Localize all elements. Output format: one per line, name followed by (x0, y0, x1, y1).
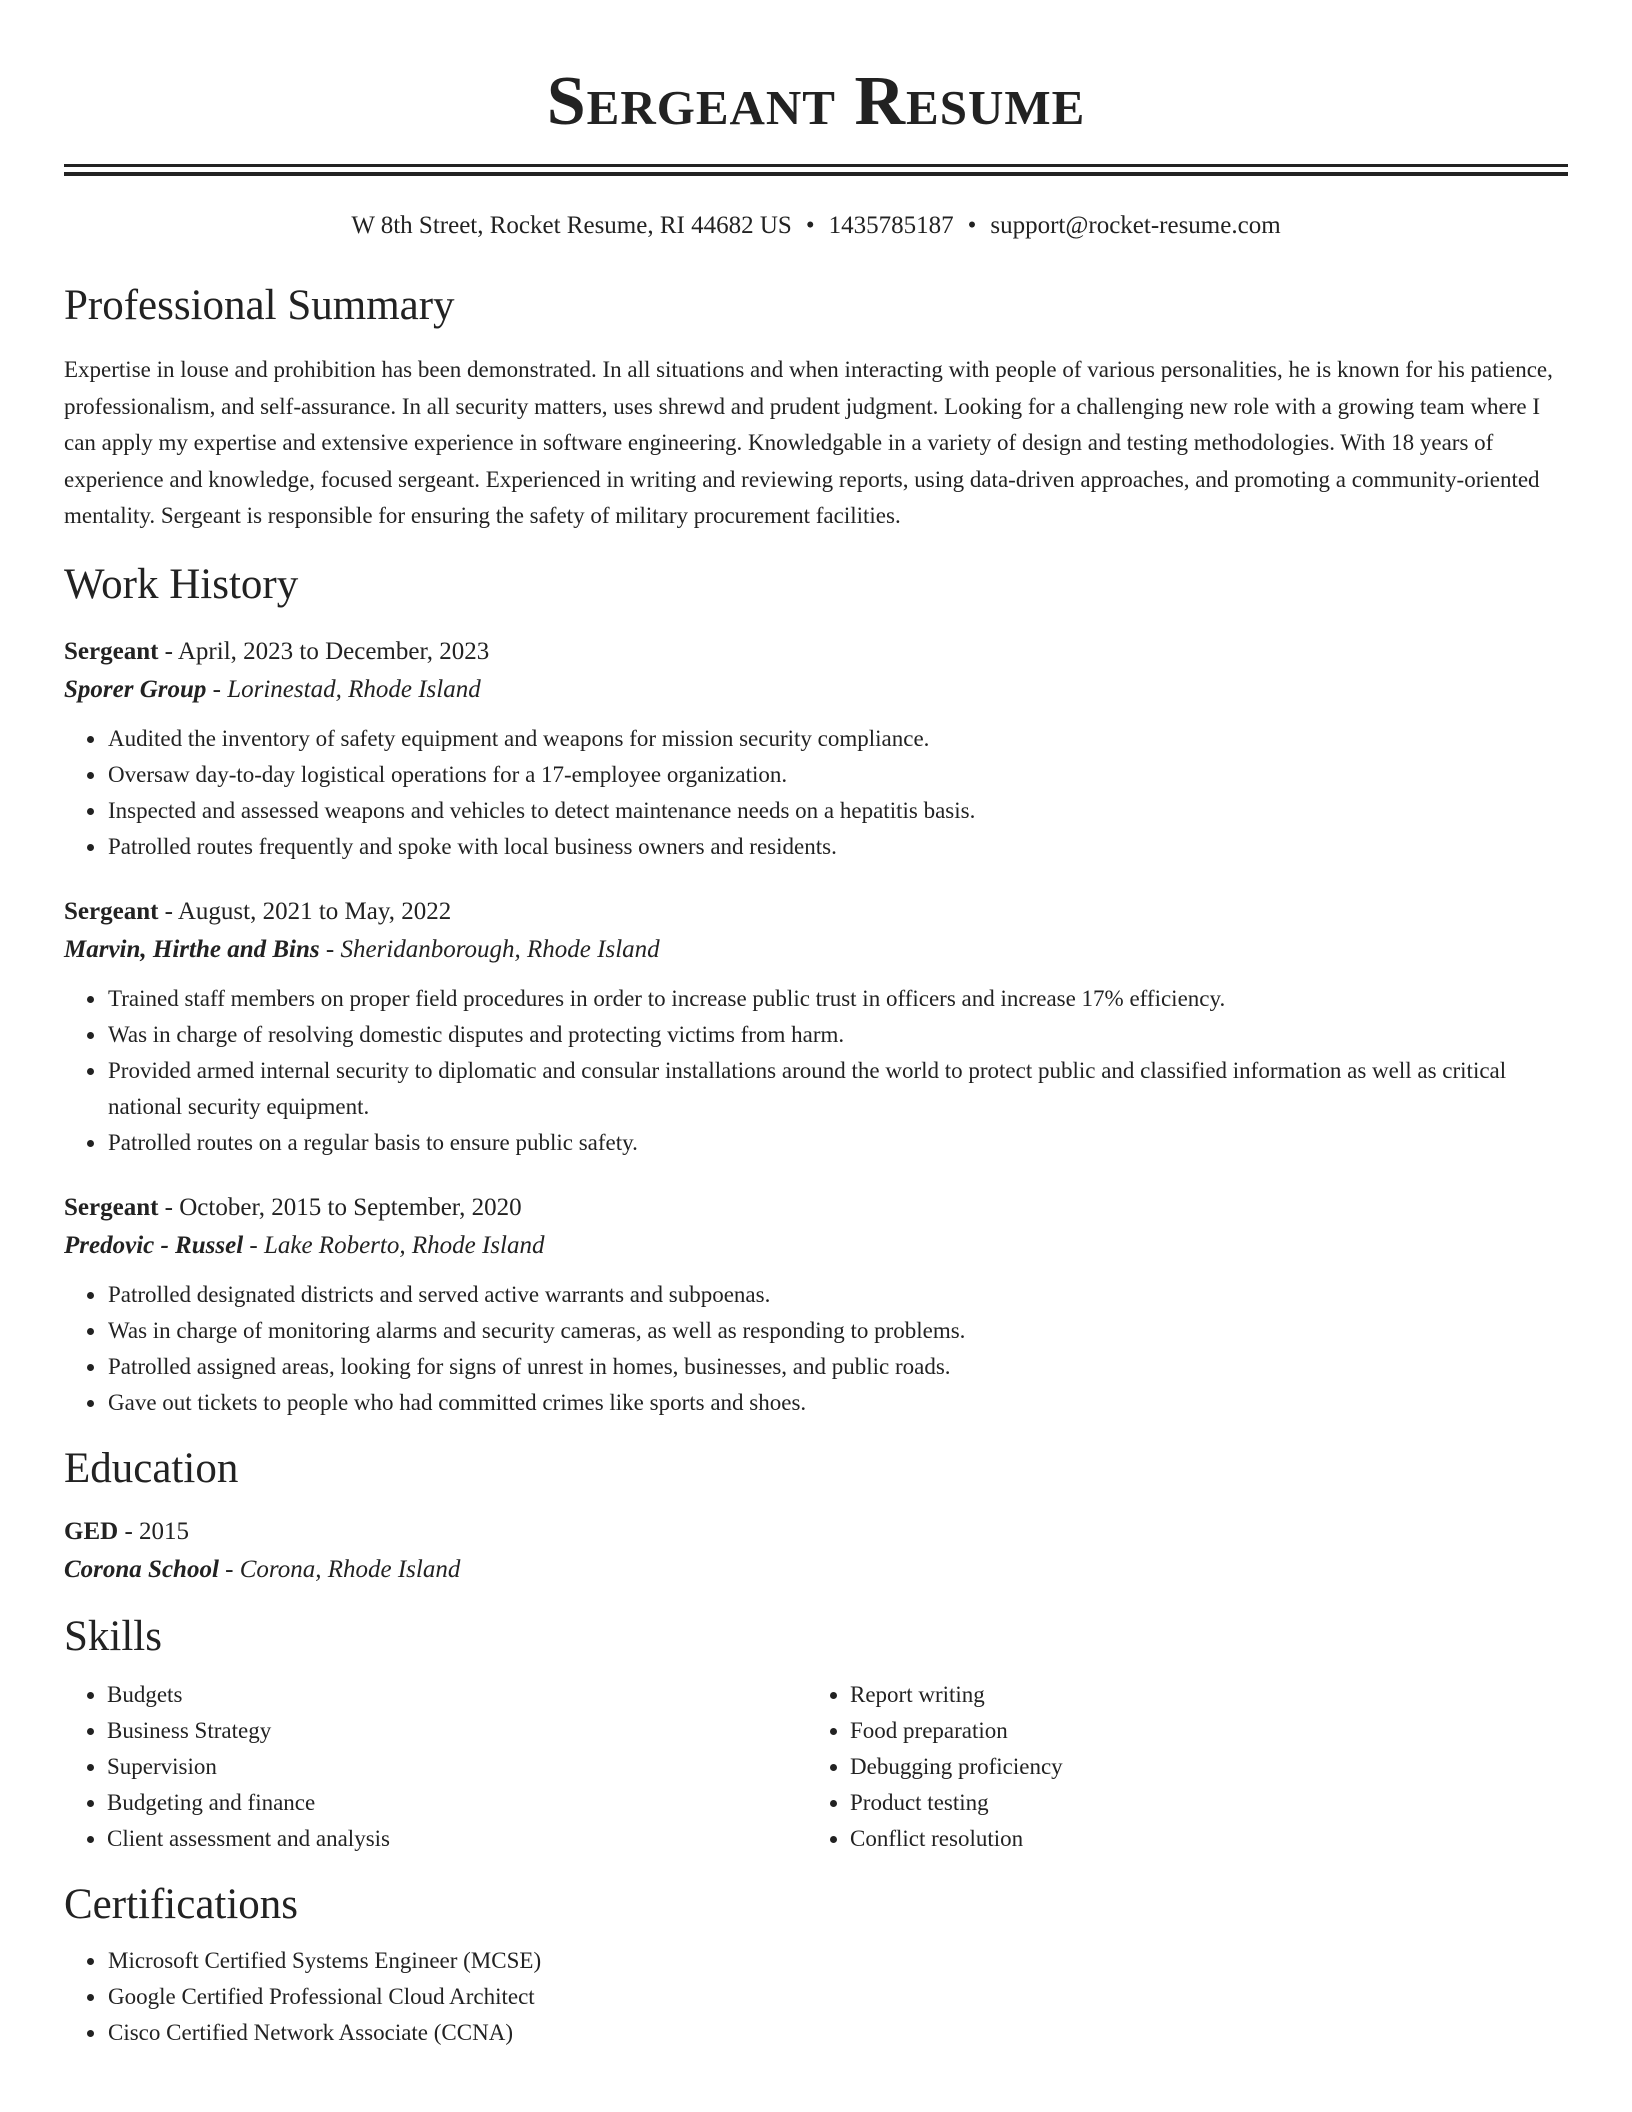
job-dates: - October, 2015 to September, 2020 (158, 1193, 522, 1221)
title-rule-top (64, 164, 1568, 167)
skills-heading: Skills (64, 1612, 162, 1660)
job-duty: • Was in charge of monitoring alarms and security cameras, as well as responding to problems. (107, 1313, 1568, 1349)
job-duty: • Patrolled routes frequently and spoke with local business owners and residents. (107, 829, 1568, 865)
education-degree-line (64, 1513, 1568, 1551)
job-location: - Sheridanborough, Rhode Island (319, 935, 660, 963)
job-duty: • Inspected and assessed weapons and vehicles to detect maintenance needs on a hepatitis basis. (107, 793, 1568, 829)
job-company: Predovic - Russel (64, 1231, 244, 1259)
skill-item: • Budgeting and finance (107, 1785, 807, 1821)
summary-text: Expertise in louse and prohibition has been demonstrated. In all situations and when interacting with people of various personalities, he is known for his patience, professionalism, and self-assurance. In all security matters, uses shrewd and prudent judgment. Looking for a challenging new role with a growing team where I can apply my expertise and extensive experience in software engineering. Knowledgable in a variety of design and testing methodologies. With 18 years of experience and knowledge, focused sergeant. Experienced in writing and reviewing reports, using data-driven approaches, and promoting a community-oriented mentality. Sergeant is responsible for ensuring the safety of military procurement facilities. (64, 357, 1553, 528)
resume-page (64, 0, 1568, 2051)
job-company-line (64, 931, 1568, 969)
contact-email: support@rocket-resume.com (990, 212, 1281, 239)
skills-list-left (64, 1677, 807, 1857)
education-year: - 2015 (118, 1517, 190, 1545)
resume-title: Sergeant Resume (546, 63, 1086, 140)
education-degree: GED (64, 1517, 119, 1545)
skill-item: • Debugging proficiency (850, 1749, 1550, 1785)
job-title-line (64, 1189, 1568, 1227)
job-role: Sergeant (64, 637, 159, 665)
job-role: Sergeant (64, 897, 159, 925)
job-dates: - April, 2023 to December, 2023 (158, 637, 490, 665)
job-company-line (64, 1227, 1568, 1265)
skill-item: • Budgets (107, 1677, 807, 1713)
certification-item: • Google Certified Professional Cloud Architect (107, 1979, 1568, 2015)
job-duty: • Patrolled routes on a regular basis to ensure public safety. (107, 1125, 1568, 1161)
job-entry (64, 633, 1568, 865)
job-duty: • Audited the inventory of safety equipment and weapons for mission security compliance. (107, 721, 1568, 757)
job-location: - Lorinestad, Rhode Island (206, 675, 481, 703)
education-school-line (64, 1551, 1568, 1589)
skill-item: • Client assessment and analysis (107, 1821, 807, 1857)
certification-item: • Microsoft Certified Systems Engineer (MCSE) (107, 1943, 1568, 1979)
education-heading: Education (64, 1444, 239, 1492)
contact-separator: • (967, 212, 977, 239)
work-history-heading: Work History (64, 560, 299, 608)
summary-heading: Professional Summary (64, 282, 455, 329)
skill-item: • Product testing (850, 1785, 1550, 1821)
job-company-line (64, 671, 1568, 709)
skill-item: • Report writing (850, 1677, 1550, 1713)
job-duties-list (64, 721, 1568, 865)
job-title-line (64, 633, 1568, 671)
job-duty: • Patrolled assigned areas, looking for signs of unrest in homes, businesses, and public roads. (107, 1349, 1568, 1385)
job-dates: - August, 2021 to May, 2022 (158, 897, 452, 925)
job-duties-list (64, 981, 1568, 1161)
certifications-list (64, 1943, 1568, 2051)
job-duty: • Patrolled designated districts and served active warrants and subpoenas. (107, 1277, 1568, 1313)
contact-line (64, 210, 1568, 242)
job-role: Sergeant (64, 1193, 159, 1221)
certifications-heading: Certifications (64, 1880, 299, 1928)
skill-item: • Conflict resolution (850, 1821, 1550, 1857)
job-company: Sporer Group (64, 675, 207, 703)
job-entry (64, 893, 1568, 1161)
job-duty: • Was in charge of resolving domestic disputes and protecting victims from harm. (107, 1017, 1568, 1053)
education-location: - Corona, Rhode Island (218, 1555, 461, 1583)
contact-address: W 8th Street, Rocket Resume, RI 44682 US (351, 212, 792, 239)
skills-list-right (807, 1677, 1550, 1857)
education-school: Corona School (64, 1555, 219, 1583)
job-company: Marvin, Hirthe and Bins (64, 935, 320, 963)
job-duty: • Gave out tickets to people who had committed crimes like sports and shoes. (107, 1385, 1568, 1421)
job-duties-list (64, 1277, 1568, 1421)
skill-item: • Business Strategy (107, 1713, 807, 1749)
education-entry (64, 1513, 1568, 1589)
job-entry (64, 1189, 1568, 1421)
skill-item: • Food preparation (850, 1713, 1550, 1749)
job-duty: • Oversaw day-to-day logistical operations for a 17-employee organization. (107, 757, 1568, 793)
title-rule-bottom (64, 172, 1568, 176)
job-duty: • Trained staff members on proper field procedures in order to increase public trust in officers and increase 17% efficiency. (107, 981, 1568, 1017)
skill-item: • Supervision (107, 1749, 807, 1785)
certification-item: • Cisco Certified Network Associate (CCNA) (107, 2015, 1568, 2051)
job-title-line (64, 893, 1568, 931)
job-location: - Lake Roberto, Rhode Island (243, 1231, 545, 1259)
contact-separator: • (805, 212, 815, 239)
contact-phone: 1435785187 (828, 212, 954, 239)
job-duty: • Provided armed internal security to diplomatic and consular installations around the world to protect public and classified information as well as critical national security equipment. (107, 1053, 1568, 1125)
skills-columns (64, 1677, 1568, 1857)
